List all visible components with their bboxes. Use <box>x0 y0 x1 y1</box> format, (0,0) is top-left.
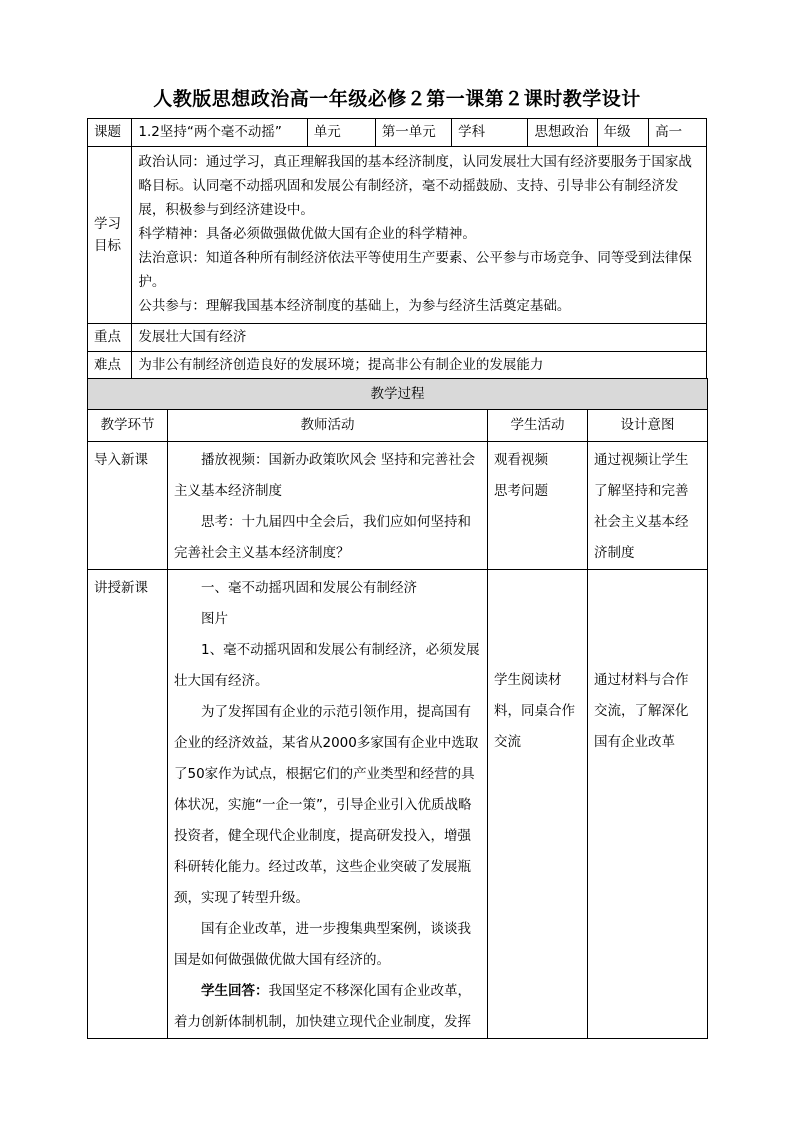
lecture-image-placeholder: 图片 <box>201 611 228 627</box>
lecture-section-heading: 一、毫不动摇巩固和发展公有制经济 <box>201 580 417 596</box>
process-row-intro <box>88 442 708 570</box>
answer-text: 我国坚定不移深化国有企业改革，着力创新体制机制，加快建立现代企业制度，发挥 <box>174 983 471 1030</box>
difficult-point-label: 难点 <box>88 352 132 380</box>
unit-value: 第一单元 <box>375 119 451 147</box>
subject-value: 思想政治 <box>528 119 597 147</box>
grade-label: 年级 <box>597 119 649 147</box>
lecture-point-1: 1、毫不动摇巩固和发展公有制经济，必须发展壮大国有经济。 <box>174 642 480 689</box>
difficult-point-text: 为非公有制经济创造良好的发展环境；提高非公有制企业的发展能力 <box>132 352 707 380</box>
process-heading: 教学过程 <box>88 379 708 410</box>
process-table <box>87 378 708 1039</box>
answer-label: 学生回答： <box>201 983 269 999</box>
lecture-student: 学生阅读材料，同桌合作交流 <box>494 672 575 750</box>
info-table <box>87 118 707 380</box>
key-point-text: 发展壮大国有经济 <box>132 324 707 352</box>
topic-label: 课题 <box>88 119 132 147</box>
subject-label: 学科 <box>452 119 528 147</box>
process-heading-row <box>88 379 708 410</box>
process-header-row <box>88 410 708 442</box>
objective-science: 科学精神：具备必须做强做优做大国有企业的科学精神。 <box>138 226 476 242</box>
lecture-answer <box>174 976 481 1038</box>
stage-lecture: 讲授新课 <box>88 570 168 1039</box>
grade-value: 高一 <box>649 119 707 147</box>
key-point-label: 重点 <box>88 324 132 352</box>
key-point-row <box>88 324 707 352</box>
lecture-intent: 通过材料与合作交流，了解深化国有企业改革 <box>594 672 689 750</box>
unit-label: 单元 <box>307 119 375 147</box>
objectives-row <box>88 147 707 324</box>
lecture-question: 国有企业改革，进一步搜集典型案例，谈谈我国是如何做强做优做大国有经济的。 <box>174 921 471 968</box>
header-intent: 设计意图 <box>588 410 708 442</box>
difficult-point-row <box>88 352 707 380</box>
intro-teacher-2: 思考：十九届四中全会后，我们应如何坚持和完善社会主义基本经济制度？ <box>174 514 471 561</box>
stage-intro: 导入新课 <box>88 442 168 570</box>
intro-student-1: 观看视频 <box>494 452 548 468</box>
header-student: 学生活动 <box>488 410 588 442</box>
objectives-label: 学习目标 <box>88 147 132 324</box>
intro-intent: 通过视频让学生了解坚持和完善社会主义基本经济制度 <box>594 452 689 561</box>
lecture-material: 为了发挥国有企业的示范引领作用，提高国有企业的经济效益，某省从2000多家国有企业中选取了50家作为试点，根据它们的产业类型和经营的具体状况，实施“一企一策”，引导企业引入优质战略投资者，健全现代企业制度，提高研发投入，增强科研转化能力。经过改革，这些企业突破了发展瓶颈，实现了转型升级。 <box>174 704 479 906</box>
objective-public: 公共参与：理解我国基本经济制度的基础上，为参与经济生活奠定基础。 <box>138 298 571 314</box>
topic-value: 1.2坚持“两个毫不动摇” <box>132 119 307 147</box>
info-row <box>88 119 707 147</box>
intro-student-2: 思考问题 <box>494 483 548 499</box>
header-stage: 教学环节 <box>88 410 168 442</box>
intro-teacher-1: 播放视频：国新办政策吹风会 坚持和完善社会主义基本经济制度 <box>174 452 476 499</box>
objective-law: 法治意识：知道各种所有制经济依法平等使用生产要素、公平参与市场竞争、同等受到法律保护。 <box>138 250 692 290</box>
header-teacher: 教师活动 <box>168 410 488 442</box>
process-row-lecture <box>88 570 708 1039</box>
objective-political: 政治认同：通过学习，真正理解我国的基本经济制度，认同发展壮大国有经济要服务于国家战略目标。认同毫不动摇巩固和发展公有制经济，毫不动摇鼓励、支持、引导非公有制经济发展，积极参与到经济建设中。 <box>138 154 692 218</box>
page-title: 人教版思想政治高一年级必修２第一课第２课时教学设计 <box>153 88 641 110</box>
